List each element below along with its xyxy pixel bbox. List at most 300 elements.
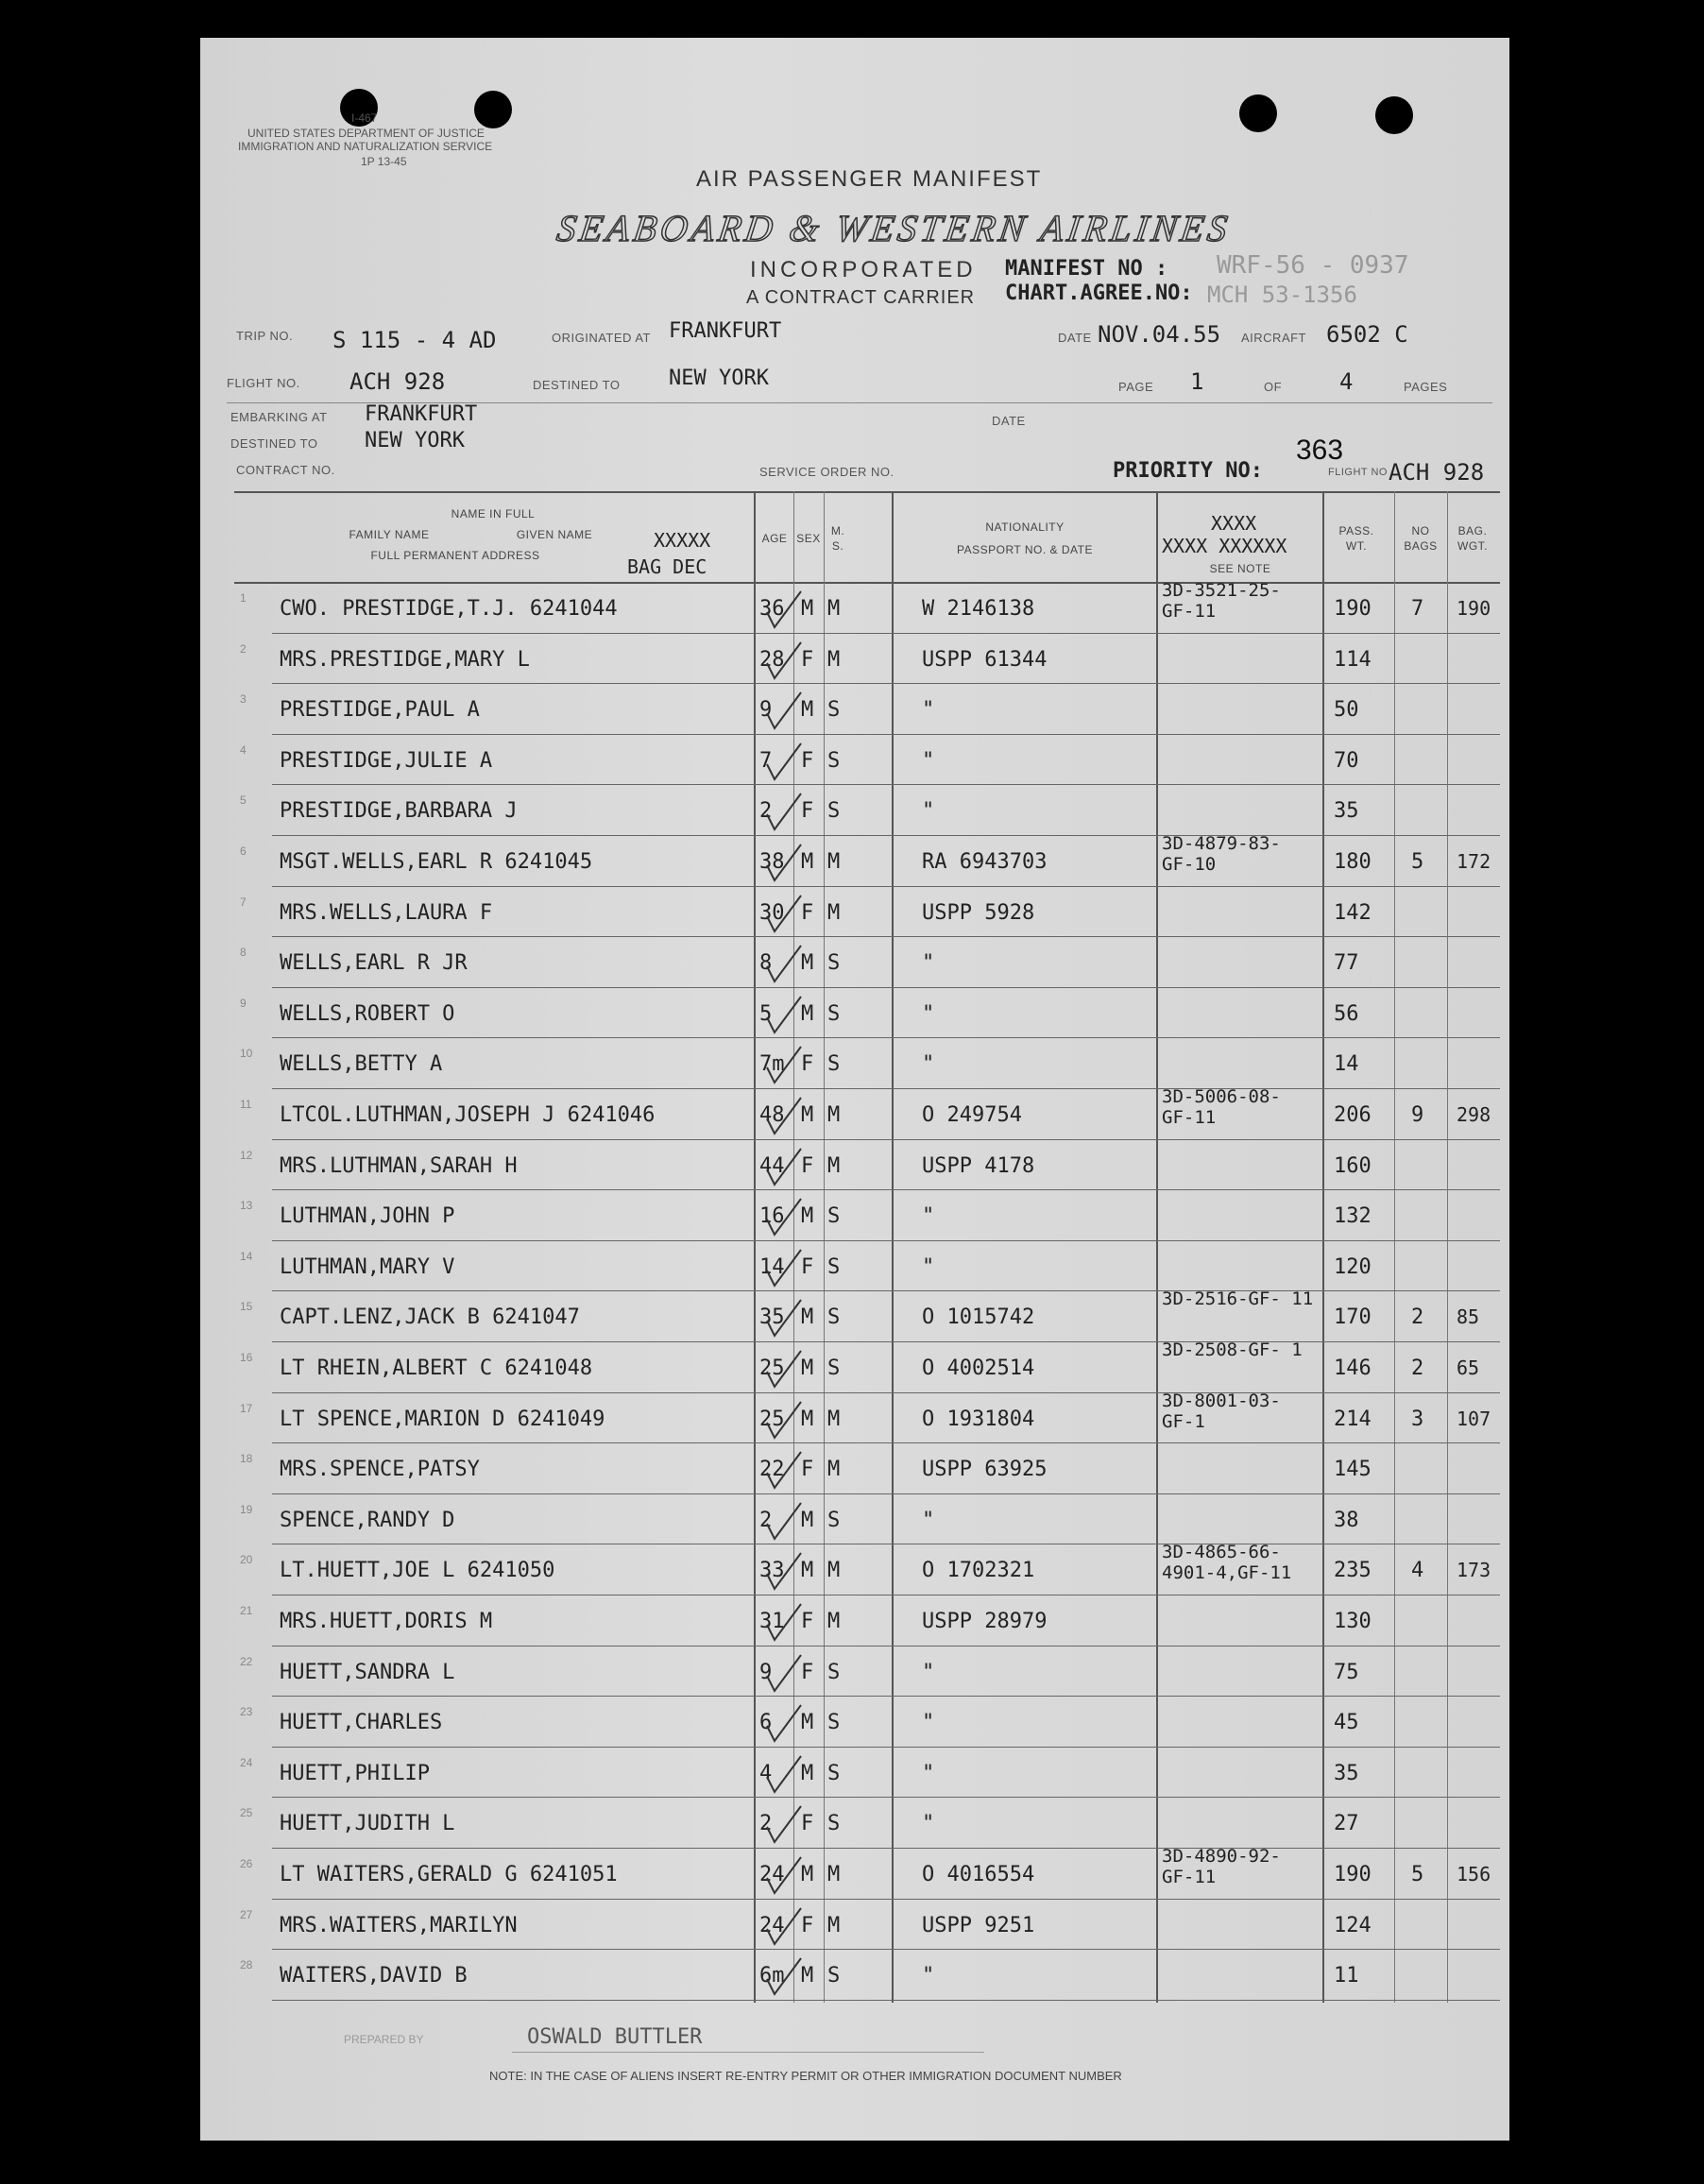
destined2-value: NEW YORK [365, 429, 465, 452]
passenger-sex: M [801, 951, 814, 976]
passenger-weight: 190 [1334, 1863, 1372, 1886]
passenger-marital-status: S [827, 1964, 841, 1988]
check-mark-icon [765, 1349, 803, 1391]
row-divider [272, 734, 1500, 735]
row-number: 17 [240, 1401, 253, 1415]
check-mark-icon [765, 792, 803, 833]
row-divider [272, 1442, 1500, 1443]
of-value: 4 [1339, 368, 1354, 395]
date2-label: DATE [992, 414, 1026, 428]
row-number: 25 [240, 1806, 253, 1820]
row-number: 4 [240, 742, 247, 757]
passenger-bag-weight: 65 [1457, 1356, 1480, 1379]
col-pass-wt: PASS. WT. [1338, 524, 1374, 553]
passenger-name: MSGT.WELLS,EARL R 6241045 [280, 850, 593, 874]
passenger-sex: F [801, 1812, 814, 1836]
passenger-age: 25 [759, 1356, 785, 1380]
col-order-xx2: XXXX XXXXXX [1162, 535, 1287, 557]
manifest-title: AIR PASSENGER MANIFEST [696, 166, 1043, 192]
row-divider [272, 1949, 1500, 1950]
passenger-weight: 14 [1334, 1052, 1359, 1077]
row-number: 2 [240, 641, 247, 656]
passenger-weight: 120 [1334, 1254, 1372, 1279]
priority-value: 363 [1296, 435, 1344, 466]
passenger-weight: 35 [1334, 799, 1359, 824]
passenger-bag-weight: 85 [1457, 1305, 1480, 1329]
passenger-passport: USPP 61344 [922, 647, 1048, 672]
punch-hole [474, 91, 512, 128]
row-number: 16 [240, 1351, 253, 1364]
col-ms: M. S. [830, 524, 845, 553]
flight-no-label: FLIGHT NO. [227, 376, 300, 390]
passenger-name: LUTHMAN,JOHN P [280, 1204, 455, 1229]
footer-note: NOTE: IN THE CASE OF ALIENS INSERT RE-ENTRY PERMIT OR OTHER IMMIGRATION DOCUMENT NUMBER [489, 2069, 1122, 2083]
passenger-weight: 146 [1334, 1356, 1372, 1380]
row-number: 9 [240, 996, 247, 1010]
check-mark-icon [765, 1450, 803, 1492]
passenger-marital-status: S [827, 1305, 841, 1330]
passenger-order-no: 3D-8001-03- GF-1 [1162, 1390, 1281, 1432]
row-number: 21 [240, 1604, 253, 1617]
passenger-passport: " [922, 1964, 935, 1988]
passenger-age: 2 [759, 1812, 773, 1836]
originated-label: ORIGINATED AT [552, 331, 651, 345]
passenger-marital-status: S [827, 698, 841, 723]
passenger-name: LUTHMAN,MARY V [280, 1254, 455, 1279]
col-no-bags: NO BAGS [1404, 524, 1438, 553]
passenger-name: LT.HUETT,JOE L 6241050 [280, 1559, 555, 1583]
passenger-age: 30 [759, 900, 785, 925]
passenger-weight: 50 [1334, 698, 1359, 723]
check-mark-icon [765, 1147, 803, 1188]
passenger-weight: 77 [1334, 951, 1359, 976]
passenger-marital-status: S [827, 1660, 841, 1684]
passenger-age: 7m [759, 1052, 785, 1077]
passenger-age: 6m [759, 1964, 785, 1988]
passenger-bags: 2 [1411, 1356, 1424, 1380]
passenger-sex: M [801, 1407, 814, 1431]
row-number: 19 [240, 1502, 253, 1516]
col-bag-wgt: BAG. WGT. [1457, 524, 1488, 553]
passenger-name: WELLS,EARL R JR [280, 951, 468, 976]
passenger-weight: 130 [1334, 1610, 1372, 1633]
contract-carrier-label: A CONTRACT CARRIER [746, 287, 976, 308]
check-mark-icon [765, 1096, 803, 1137]
passenger-passport: USPP 63925 [922, 1458, 1048, 1482]
passenger-passport: " [922, 799, 935, 824]
passenger-sex: M [801, 850, 814, 874]
passenger-sex: M [801, 1863, 814, 1886]
passenger-name: WAITERS,DAVID B [280, 1964, 468, 1988]
passenger-sex: F [801, 647, 814, 672]
passenger-name: PRESTIDGE,BARBARA J [280, 799, 518, 824]
passenger-passport: O 4002514 [922, 1356, 1035, 1380]
passenger-age: 31 [759, 1610, 785, 1633]
passenger-marital-status: M [827, 900, 841, 925]
passenger-name: HUETT,SANDRA L [280, 1660, 455, 1684]
col-sex: SEX [796, 532, 821, 545]
passenger-sex: M [801, 597, 814, 621]
passenger-name: CWO. PRESTIDGE,T.J. 6241044 [280, 597, 618, 621]
passenger-sex: M [801, 1001, 814, 1026]
passenger-age: 28 [759, 647, 785, 672]
passenger-age: 36 [759, 597, 785, 621]
page-value: 1 [1190, 368, 1204, 395]
passenger-order-no: 3D-4890-92- GF-11 [1162, 1846, 1281, 1887]
passenger-sex: F [801, 900, 814, 925]
passenger-age: 33 [759, 1559, 785, 1583]
passenger-age: 22 [759, 1458, 785, 1482]
passenger-name: SPENCE,RANDY D [280, 1508, 455, 1532]
passenger-passport: O 4016554 [922, 1863, 1035, 1886]
passenger-sex: F [801, 1458, 814, 1482]
col-name-h1: NAME IN FULL [451, 507, 536, 520]
row-number: 15 [240, 1300, 253, 1314]
passenger-sex: M [801, 1103, 814, 1127]
passenger-order-no: 3D-4879-83- GF-10 [1162, 833, 1281, 875]
incorporated-label: INCORPORATED [750, 257, 977, 282]
passenger-marital-status: M [827, 1103, 841, 1127]
col-name-h4: FULL PERMANENT ADDRESS [370, 549, 540, 562]
passenger-name: CAPT.LENZ,JACK B 6241047 [280, 1305, 580, 1330]
manifest-sheet [200, 38, 1509, 2141]
passenger-sex: F [801, 748, 814, 773]
row-number: 13 [240, 1199, 253, 1213]
check-mark-icon [765, 1197, 803, 1238]
row-number: 3 [240, 692, 247, 707]
passenger-sex: M [801, 1204, 814, 1229]
passenger-sex: F [801, 1254, 814, 1279]
passenger-passport: O 1931804 [922, 1407, 1035, 1431]
row-divider [272, 987, 1500, 988]
passenger-passport: RA 6943703 [922, 850, 1048, 874]
passenger-age: 38 [759, 850, 785, 874]
row-divider [272, 2000, 1500, 2001]
col-see-note: SEE NOTE [1209, 562, 1271, 575]
check-mark-icon [765, 944, 803, 985]
passenger-name: HUETT,PHILIP [280, 1761, 430, 1785]
passenger-sex: M [801, 698, 814, 723]
flight-no2-value: ACH 928 [1389, 459, 1485, 486]
row-number: 22 [240, 1654, 253, 1668]
passenger-order-no: 3D-2516-GF- 11 [1162, 1288, 1314, 1310]
passenger-passport: " [922, 1711, 935, 1735]
passenger-bags: 5 [1411, 850, 1424, 874]
passenger-age: 25 [759, 1407, 785, 1431]
passenger-age: 6 [759, 1711, 773, 1735]
passenger-order-no: 3D-2508-GF- 1 [1162, 1339, 1303, 1360]
passenger-bag-weight: 107 [1457, 1407, 1491, 1430]
passenger-order-no: 3D-5006-08- GF-11 [1162, 1086, 1281, 1128]
passenger-weight: 214 [1334, 1407, 1372, 1431]
passenger-marital-status: M [827, 1153, 841, 1178]
row-number: 11 [240, 1098, 252, 1111]
passenger-marital-status: S [827, 1356, 841, 1380]
passenger-marital-status: S [827, 1001, 841, 1026]
passenger-weight: 75 [1334, 1660, 1359, 1684]
check-mark-icon [765, 1703, 803, 1745]
passenger-passport: " [922, 1761, 935, 1785]
passenger-weight: 160 [1334, 1153, 1372, 1178]
row-number: 26 [240, 1857, 253, 1870]
passenger-weight: 124 [1334, 1913, 1372, 1937]
flight-no-value: ACH 928 [349, 368, 446, 395]
passenger-passport: " [922, 698, 935, 723]
passenger-passport: " [922, 1001, 935, 1026]
passenger-marital-status: M [827, 1863, 841, 1886]
passenger-sex: M [801, 1508, 814, 1532]
row-number: 6 [240, 845, 247, 858]
col-order-xx1: XXXX [1211, 512, 1257, 535]
passenger-bags: 9 [1411, 1103, 1424, 1127]
passenger-name: MRS.WAITERS,MARILYN [280, 1913, 518, 1937]
row-number: 12 [240, 1148, 253, 1162]
passenger-marital-status: M [827, 597, 841, 621]
row-number: 8 [240, 946, 247, 960]
passenger-order-no: 3D-4865-66- 4901-4,GF-11 [1162, 1542, 1292, 1584]
passenger-name: PRESTIDGE,PAUL A [280, 698, 480, 723]
passenger-weight: 35 [1334, 1761, 1359, 1785]
passenger-marital-status: S [827, 799, 841, 824]
passenger-bags: 5 [1411, 1863, 1424, 1886]
agency-line1: UNITED STATES DEPARTMENT OF JUSTICE [247, 127, 485, 140]
passenger-weight: 132 [1334, 1204, 1372, 1229]
passenger-age: 5 [759, 1001, 773, 1026]
passenger-passport: USPP 4178 [922, 1153, 1035, 1178]
passenger-weight: 70 [1334, 748, 1359, 773]
passenger-weight: 38 [1334, 1508, 1359, 1532]
punch-hole [1239, 94, 1277, 132]
passenger-weight: 27 [1334, 1812, 1359, 1836]
col-nationality-h1: NATIONALITY [985, 520, 1065, 534]
trip-no-label: TRIP NO. [236, 329, 294, 343]
passenger-marital-status: S [827, 1812, 841, 1836]
passenger-marital-status: M [827, 1407, 841, 1431]
passenger-passport: USPP 5928 [922, 900, 1035, 925]
passenger-sex: M [801, 1964, 814, 1988]
passenger-marital-status: M [827, 1458, 841, 1482]
airline-name: SEABOARD & WESTERN AIRLINES [554, 207, 1234, 249]
col-name-h3: GIVEN NAME [516, 528, 593, 541]
passenger-marital-status: S [827, 748, 841, 773]
row-divider [272, 1037, 1500, 1038]
row-number: 7 [240, 895, 247, 909]
passenger-sex: F [801, 1153, 814, 1178]
originated-value: FRANKFURT [669, 319, 782, 343]
embarking-label: EMBARKING AT [230, 410, 328, 424]
row-divider [272, 683, 1500, 684]
row-divider [272, 1696, 1500, 1697]
passenger-sex: M [801, 1356, 814, 1380]
passenger-passport: USPP 28979 [922, 1610, 1048, 1633]
passenger-age: 8 [759, 951, 773, 976]
check-mark-icon [765, 1501, 803, 1543]
passenger-marital-status: S [827, 1052, 841, 1077]
prepared-label: PREPARED BY [344, 2033, 424, 2046]
passenger-passport: " [922, 1052, 935, 1077]
check-mark-icon [765, 1045, 803, 1086]
row-number: 10 [240, 1047, 253, 1061]
passenger-passport: " [922, 1812, 935, 1836]
row-divider [272, 1240, 1500, 1241]
passenger-age: 9 [759, 698, 773, 723]
priority-label: PRIORITY NO: [1113, 459, 1263, 483]
row-number: 14 [240, 1249, 253, 1263]
check-mark-icon [765, 1906, 803, 1948]
passenger-marital-status: S [827, 1254, 841, 1279]
passenger-age: 2 [759, 1508, 773, 1532]
passenger-passport: W 2146138 [922, 597, 1035, 621]
passenger-weight: 170 [1334, 1305, 1372, 1330]
passenger-name: LT RHEIN,ALBERT C 6241048 [280, 1356, 593, 1380]
passenger-name: HUETT,CHARLES [280, 1711, 443, 1735]
passenger-age: 4 [759, 1761, 773, 1785]
check-mark-icon [765, 1754, 803, 1796]
passenger-weight: 142 [1334, 900, 1372, 925]
passenger-bag-weight: 173 [1457, 1559, 1491, 1582]
passenger-passport: O 1702321 [922, 1559, 1035, 1583]
destined-label: DESTINED TO [533, 378, 621, 392]
passenger-marital-status: S [827, 951, 841, 976]
row-divider [272, 1797, 1500, 1798]
passenger-passport: " [922, 748, 935, 773]
passenger-marital-status: S [827, 1711, 841, 1735]
row-divider [272, 1899, 1500, 1900]
check-mark-icon [765, 1298, 803, 1339]
date-label: DATE [1058, 331, 1092, 345]
passenger-name: MRS.SPENCE,PATSY [280, 1458, 480, 1482]
col-name-xx: XXXXX [654, 529, 711, 552]
check-mark-icon [765, 691, 803, 732]
check-mark-icon [765, 995, 803, 1036]
service-order-label: SERVICE ORDER NO. [759, 465, 895, 479]
passenger-age: 24 [759, 1913, 785, 1937]
row-number: 20 [240, 1553, 253, 1567]
row-divider [272, 784, 1500, 785]
passenger-marital-status: M [827, 850, 841, 874]
passenger-sex: M [801, 1305, 814, 1330]
check-mark-icon [765, 1855, 803, 1897]
manifest-no-value: WRF-56 - 0937 [1217, 251, 1409, 280]
row-divider [272, 1493, 1500, 1494]
passenger-sex: F [801, 1660, 814, 1684]
passenger-name: HUETT,JUDITH L [280, 1812, 455, 1836]
flight-no2-label: FLIGHT NO [1328, 467, 1388, 478]
passenger-sex: F [801, 1913, 814, 1937]
check-mark-icon [765, 1804, 803, 1846]
date-value: NOV.04.55 [1098, 321, 1221, 348]
passenger-name: PRESTIDGE,JULIE A [280, 748, 493, 773]
passenger-bag-weight: 298 [1457, 1103, 1491, 1126]
aircraft-value: 6502 C [1326, 321, 1408, 348]
passenger-age: 44 [759, 1153, 785, 1178]
check-mark-icon [765, 1653, 803, 1695]
passenger-passport: USPP 9251 [922, 1913, 1035, 1937]
agency-line2: IMMIGRATION AND NATURALIZATION SERVICE [238, 140, 493, 153]
passenger-age: 2 [759, 799, 773, 824]
row-number: 27 [240, 1907, 253, 1921]
passenger-age: 16 [759, 1204, 785, 1229]
passenger-age: 7 [759, 748, 773, 773]
passenger-bags: 7 [1411, 597, 1424, 621]
punch-hole [1375, 96, 1413, 134]
prepared-value: OSWALD BUTTLER [527, 2025, 703, 2049]
row-divider [272, 886, 1500, 887]
form-date: 1P 13-45 [361, 155, 407, 168]
passenger-sex: F [801, 1610, 814, 1633]
passenger-bag-weight: 172 [1457, 850, 1491, 873]
passenger-name: MRS.HUETT,DORIS M [280, 1610, 493, 1633]
passenger-name: LT WAITERS,GERALD G 6241051 [280, 1863, 618, 1886]
check-mark-icon [765, 742, 803, 783]
passenger-passport: " [922, 1508, 935, 1532]
passenger-bags: 3 [1411, 1407, 1424, 1431]
passenger-name: LTCOL.LUTHMAN,JOSEPH J 6241046 [280, 1103, 656, 1127]
passenger-weight: 206 [1334, 1103, 1372, 1127]
passenger-bag-weight: 190 [1457, 597, 1491, 620]
passenger-weight: 11 [1334, 1964, 1359, 1988]
page-label: PAGE [1118, 380, 1154, 394]
check-mark-icon [765, 1602, 803, 1644]
check-mark-icon [765, 1956, 803, 1998]
col-age: AGE [761, 532, 788, 545]
passenger-passport: " [922, 1204, 935, 1229]
passenger-passport: O 1015742 [922, 1305, 1035, 1330]
row-divider [272, 936, 1500, 937]
passenger-order-no: 3D-3521-25- GF-11 [1162, 580, 1281, 622]
passenger-bags: 2 [1411, 1305, 1424, 1330]
embarking-value: FRANKFURT [365, 402, 478, 426]
passenger-sex: F [801, 799, 814, 824]
pages-label: PAGES [1404, 380, 1448, 394]
row-divider [272, 1139, 1500, 1140]
row-number: 24 [240, 1755, 253, 1769]
check-mark-icon [765, 1551, 803, 1593]
passenger-weight: 45 [1334, 1711, 1359, 1735]
passenger-marital-status: M [827, 1610, 841, 1633]
row-number: 18 [240, 1452, 253, 1466]
passenger-marital-status: S [827, 1204, 841, 1229]
check-mark-icon [765, 894, 803, 935]
row-divider [272, 1747, 1500, 1748]
passenger-age: 24 [759, 1863, 785, 1886]
aircraft-label: AIRCRAFT [1241, 331, 1306, 345]
trip-no-value: S 115 - 4 AD [332, 327, 497, 353]
row-number: 5 [240, 793, 247, 808]
row-divider [272, 633, 1500, 634]
passenger-weight: 145 [1334, 1458, 1372, 1482]
of-label: OF [1264, 380, 1283, 394]
passenger-age: 48 [759, 1103, 785, 1127]
col-name-h2: FAMILY NAME [349, 528, 430, 541]
check-mark-icon [765, 1248, 803, 1289]
passenger-age: 9 [759, 1660, 773, 1684]
passenger-passport: " [922, 1254, 935, 1279]
passenger-age: 14 [759, 1254, 785, 1279]
passenger-sex: F [801, 1052, 814, 1077]
check-mark-icon [765, 1400, 803, 1442]
passenger-marital-status: M [827, 647, 841, 672]
check-mark-icon [765, 589, 803, 631]
passenger-bag-weight: 156 [1457, 1863, 1491, 1885]
destined2-label: DESTINED TO [230, 436, 318, 451]
passenger-marital-status: M [827, 1913, 841, 1937]
passenger-name: MRS.PRESTIDGE,MARY L [280, 647, 530, 672]
row-number: 28 [240, 1958, 253, 1972]
passenger-name: MRS.WELLS,LAURA F [280, 900, 493, 925]
passenger-name: WELLS,ROBERT O [280, 1001, 455, 1026]
passenger-weight: 180 [1334, 850, 1372, 874]
